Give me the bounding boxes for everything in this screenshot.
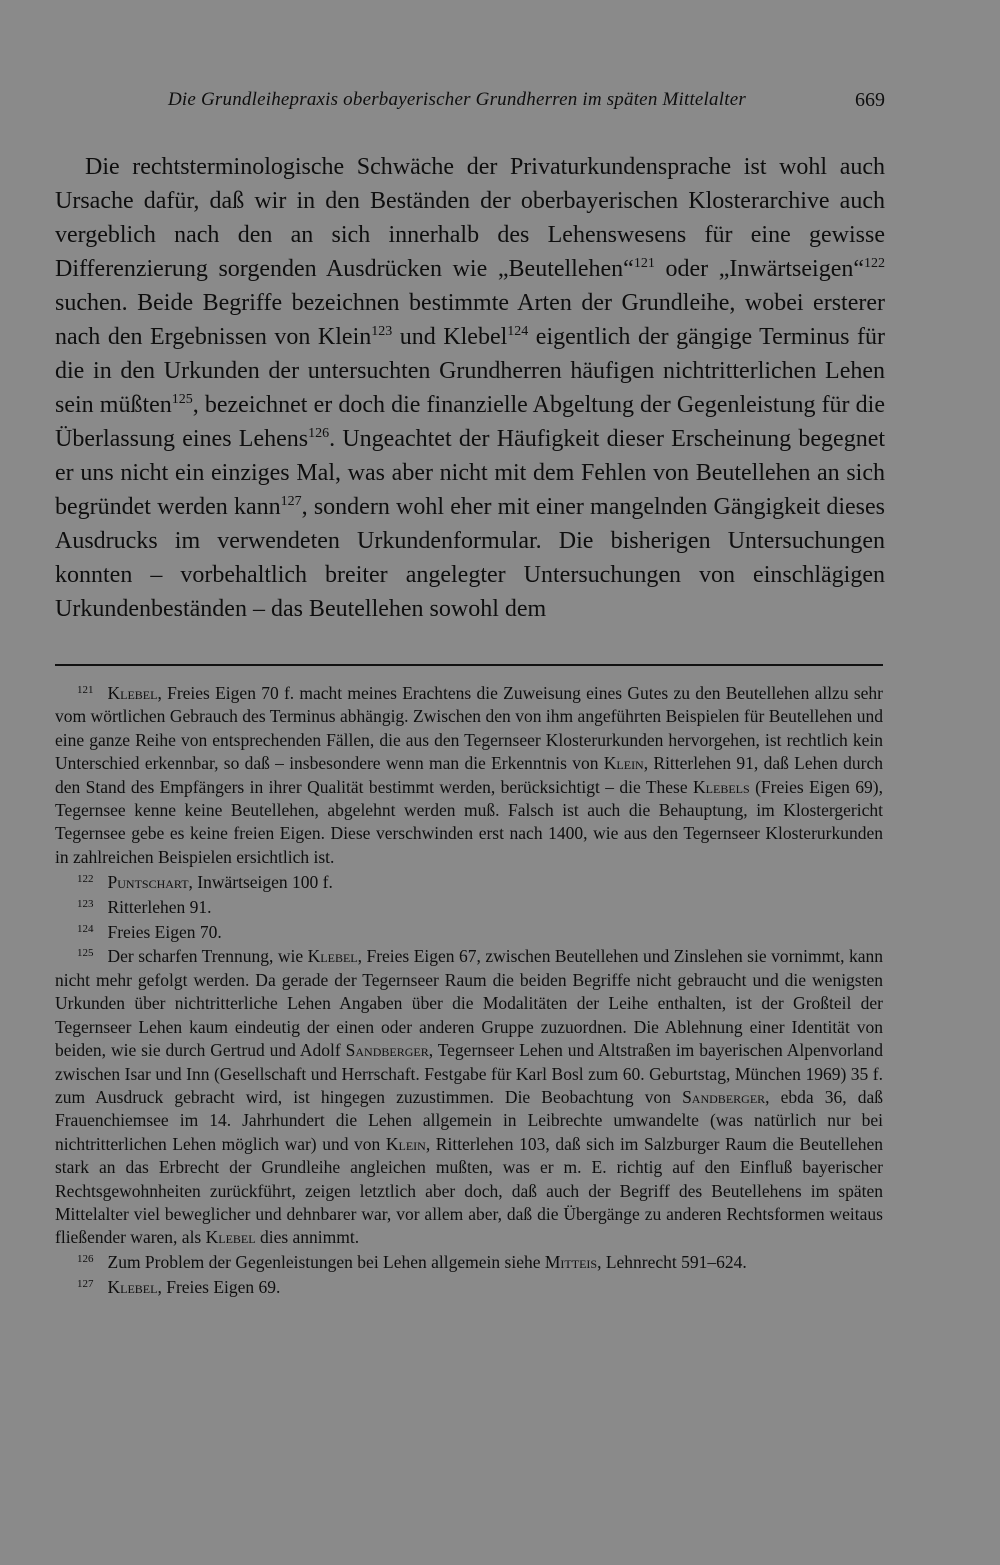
main-paragraph (55, 150, 885, 626)
footnote-text: , Freies Eigen 67, zwischen Beutellehen und Zinslehen sie vornimmt, kann nicht mehr gefolgt werden. Da gerade der Tegernseer Raum die beiden Begriffe nicht gebraucht und die wenigsten Urkunden über nichtritterliche Lehen Angaben über die Modalitäten der Leihe enthalten, ist der Großteil der Tegernseer Lehen kaum eindeutig der einen oder anderen Gruppe zuzuordnen. Die Ablehnung einer Identität von beiden, wie sie durch Gertrud und Adolf (55, 946, 883, 1061)
footnote-text: , Ritterlehen 91, daß Lehen durch den Stand des Empfängers in ihrer Qualität bestimmt werden, berücksichtigt – die These (55, 753, 884, 797)
footnote-text: Zum Problem der Gegenleistungen bei Lehen allgemein siehe (107, 1252, 545, 1273)
author-name: Klebel (205, 1227, 256, 1248)
footnote-text: , Freies Eigen 70 f. macht meines Erachtens die Zuweisung eines Gutes zu den Beutellehen allzu sehr vom wörtlichen Gebrauch des Terminus abhängig. Zwischen den von ihm angeführten Beispielen für Beutellehen und eine ganze Reihe von entsprechenden Fällen, die aus den Tegernseer Klosterurkunden hervorgehen, ist rechtlich kein Unterschied erkennbar, so daß – insbesondere wenn man die Erkenntnis von (55, 683, 883, 774)
footnote-text: Ritterlehen 91. (107, 896, 212, 917)
paragraph-text: . Ungeachtet der Häufigkeit dieser Erscheinung begegnet er uns nicht ein einziges Mal, was aber nicht mit dem Fehlen von Beutellehen an sich begründet werden kann (55, 426, 886, 520)
footnote-text: , Tegernseer Lehen und Altstraßen im bayerischen Alpenvorland zwischen Isar und Inn (Gesellschaft und Herrschaft. Festgabe für Karl Bosl zum 60. Geburtstag, München 1969) 35 f. zum Ausdruck gebracht wird, ist hingegen zuzustimmen. Die Beobachtung von (55, 1040, 883, 1107)
footnote-text: , Inwärtseigen 100 f. (188, 871, 333, 892)
footnote-number: 126 (77, 1253, 94, 1266)
footnote-122 (55, 871, 883, 894)
footnote-text: dies annimmt. (255, 1227, 360, 1248)
author-name: Puntschart (107, 871, 189, 892)
footnote-text: , ebda 36, daß Frauenchiemsee im 14. Jahrhundert die Lehen allgemein in Leibrechte umwandelte (was natürlich nur bei nichtritterlichen Lehen möglich war) und von (55, 1086, 883, 1154)
footnote-text: , Freies Eigen 69. (157, 1277, 281, 1298)
footnote-125 (55, 945, 883, 1249)
author-name: Klebel (307, 946, 358, 967)
footnote-ref-124[interactable]: 124 (507, 324, 529, 339)
running-head (168, 88, 885, 112)
author-name: Sandberger (682, 1086, 766, 1107)
footnote-number: 127 (77, 1278, 94, 1291)
footnote-text: (Freies Eigen 69), Tegernsee kenne keine Beutellehen, abgelehnt werden muß. Falsch ist auch die Behauptung, im Klostergericht Tegernsee gebe es keine freien Eigen. Diese verschwinden erst nach 1400, wie aus den Tegernseer Klosterurkunden in zahlreichen Beispielen ersichtlich ist. (55, 776, 883, 867)
footnote-number: 123 (77, 897, 94, 910)
paragraph-text: eigentlich der gängige Terminus für die in den Urkunden der untersuchten Grundherren häufigen nichtritterlichen Lehen sein müßten (55, 324, 885, 418)
footnote-ref-126[interactable]: 126 (308, 426, 330, 441)
footnote-number: 125 (77, 947, 94, 960)
footnote-ref-123[interactable]: 123 (371, 324, 393, 339)
author-name: Mitteis (544, 1252, 598, 1273)
footnote-123 (55, 896, 883, 919)
footnote-text: Der scharfen Trennung, wie (107, 946, 308, 967)
footnote-124 (55, 921, 883, 944)
footnote-number: 124 (77, 922, 94, 935)
footnote-divider (55, 664, 883, 666)
paragraph-text: Die rechtsterminologische Schwäche der Privaturkundensprache ist wohl auch Ursache dafür, daß wir in den Beständen der oberbayerischen Klosterarchive auch vergeblich nach den an sich innerhalb des Lehenswesens für eine gewisse Differenzierung sorgenden Ausdrücken wie „Beutellehen“ (55, 154, 885, 282)
footnote-ref-122[interactable]: 122 (864, 256, 885, 271)
paragraph-text: und Klebel (392, 324, 508, 350)
author-name: Klein (603, 753, 644, 774)
footnote-ref-121[interactable]: 121 (633, 256, 655, 271)
paragraph-text: , bezeichnet er doch die finanzielle Abgeltung der Gegenleistung für die Überlassung eines Lehens (55, 392, 885, 452)
author-name: Klebel (107, 1277, 158, 1298)
footnote-text: , Lehnrecht 591–624. (597, 1252, 747, 1273)
running-title: Die Grundleihepraxis oberbayerischer Grundherren im späten Mittelalter (168, 89, 746, 110)
author-name: Sandberger (345, 1040, 429, 1061)
footnote-number: 122 (77, 872, 94, 885)
footnote-126 (55, 1251, 883, 1274)
paragraph-text: suchen. Beide Begriffe bezeichnen bestimmte Arten der Grundleihe, wobei ersterer nach den Ergebnissen von Klein (55, 290, 885, 350)
author-name: Klebel (107, 683, 158, 703)
footnote-text: , Ritterlehen 103, daß sich im Salzburger Raum die Beutellehen stark an das Erbrecht der Grundleihe angleichen mußten, was er m. E. richtig auf den Einfluß bayerischer Rechtsgewohnheiten zurückführt, zeigen letztlich aber doch, daß auch der Begriff des Beutellehens im späten Mittelalter viel beweglicher und dehnbarer war, vor allem aber, daß die Übergänge zu anderen Rechtsformen weitaus fließender waren, als (55, 1133, 883, 1248)
footnote-121 (55, 682, 883, 869)
footnote-127 (55, 1276, 883, 1299)
footnote-ref-125[interactable]: 125 (171, 392, 193, 407)
footnote-ref-127[interactable]: 127 (280, 494, 302, 509)
footnote-number: 121 (77, 684, 94, 696)
author-name: Klein (385, 1133, 426, 1154)
footnotes (55, 682, 883, 1301)
author-name: Klebels (693, 776, 750, 797)
paragraph-text: oder „Inwärtseigen“ (654, 256, 864, 282)
page-number: 669 (855, 89, 885, 111)
paragraph-text: , sondern wohl eher mit einer mangelnden Gängigkeit dieses Ausdrucks im verwendeten Urkundenformular. Die bisherigen Untersuchungen konnten – vorbehaltlich breiter angelegter Untersuchungen von einschlägigen Urkundenbeständen – das Beutellehen sowohl dem (55, 494, 886, 622)
footnote-text: Freies Eigen 70. (107, 921, 222, 942)
